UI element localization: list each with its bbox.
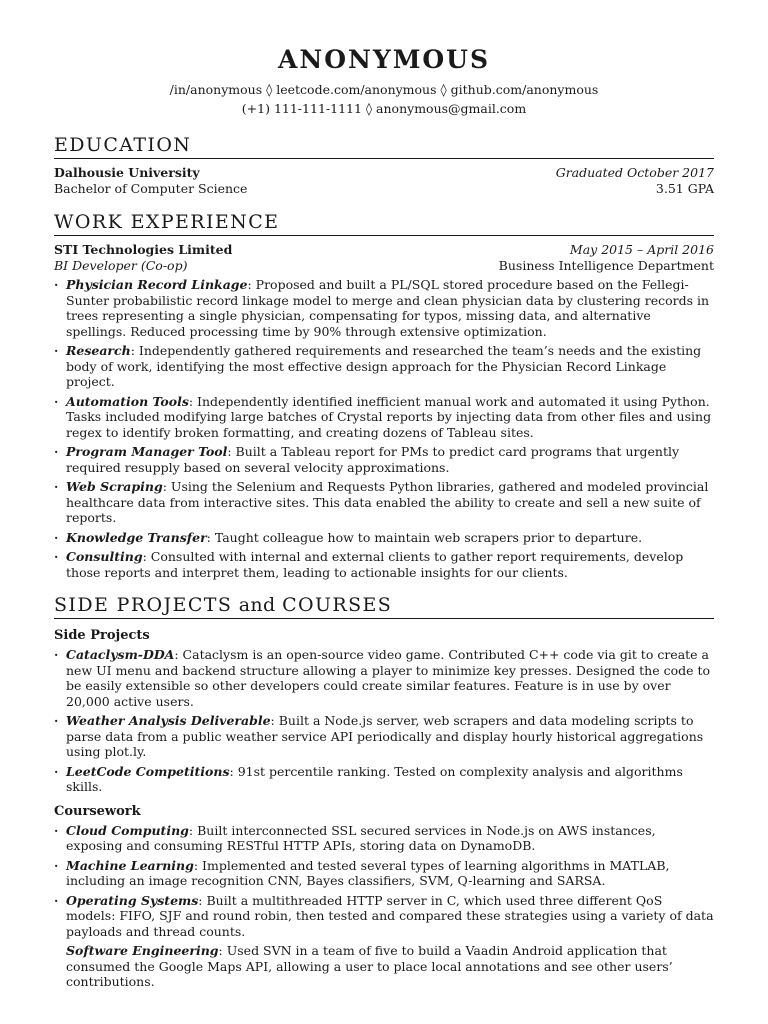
graduation-date: Graduated October 2017 bbox=[555, 165, 714, 180]
contact-line-phone-email: (+1) 111-111-1111 ◊ anonymous@gmail.com bbox=[241, 101, 527, 116]
list-item: · Machine Learning: Implemented and tested several types of learning algorithms in MATLAB, including an image recognition CNN, Bayes classifiers, SVM, Q-learning and SARSA. bbox=[54, 858, 714, 889]
degree: Bachelor of Computer Science bbox=[54, 181, 248, 196]
list-item: · Physician Record Linkage: Proposed and built a PL/SQL stored procedure based on the Fellegi-Sunter probabilistic record linkage model to merge and clean physician data by clustering records in trees representing a single physician, compensating for typos, missing data, and alternative spellings. Reduced processing time by 90% through extensive optimization. bbox=[54, 277, 714, 339]
work-entry bbox=[54, 242, 714, 580]
list-item: · Web Scraping: Using the Selenium and Requests Python libraries, gathered and modeled provincial healthcare data from interactive sites. This data enabled the ability to create and sell a new suite of reports. bbox=[54, 479, 714, 526]
side-project-bullets bbox=[54, 647, 714, 795]
education-heading: EDUCATION bbox=[54, 134, 714, 159]
gpa: 3.51 GPA bbox=[655, 181, 714, 196]
department: Business Intelligence Department bbox=[498, 258, 714, 273]
school-name: Dalhousie University bbox=[54, 165, 200, 180]
list-item: · Automation Tools: Independently identified inefficient manual work and automated it using Python. Tasks included modifying large batches of Crystal reports by injecting data from other files and using regex to identify broken formatting, and creating dozens of Tableau sites. bbox=[54, 394, 714, 441]
list-item: · Cataclysm-DDA: Cataclysm is an open-source video game. Contributed C++ code via git to create a new UI menu and backend structure allowing a player to minimize key presses. Designed the code to be easily extensible so other developers could create similar features. Feature is in use by over 20,000 active users. bbox=[54, 647, 714, 709]
list-item: · Operating Systems: Built a multithreaded HTTP server in C, which used three different QoS models: FIFO, SJF and round robin, then tested and compared these strategies using a variety of data payloads and thread counts. bbox=[54, 893, 714, 940]
list-item: · Consulting: Consulted with internal and external clients to gather report requirements, develop those reports and interpret them, leading to actionable insights for our clients. bbox=[54, 549, 714, 580]
list-item: · Weather Analysis Deliverable: Built a Node.js server, web scrapers and data modeling scripts to parse data from a public weather service API periodically and display hourly historical aggregations using plot.ly. bbox=[54, 713, 714, 760]
employment-dates: May 2015 – April 2016 bbox=[569, 242, 714, 257]
job-role: BI Developer (Co-op) bbox=[54, 258, 188, 273]
company-name: STI Technologies Limited bbox=[54, 242, 233, 257]
coursework-bullets bbox=[54, 823, 714, 990]
coursework-heading: Coursework bbox=[54, 803, 141, 819]
list-item: Software Engineering: Used SVN in a team of five to build a Vaadin Android application that consumed the Google Maps API, allowing a user to place local annotations and see other users’ contributions. bbox=[66, 943, 673, 989]
work-bullets bbox=[54, 277, 714, 580]
list-item: · Knowledge Transfer: Taught colleague how to maintain web scrapers prior to departure. bbox=[54, 530, 714, 546]
contact-line-links: /in/anonymous ◊ leetcode.com/anonymous ◊ github.com/anonymous bbox=[169, 82, 599, 97]
projects-courses-heading: SIDE PROJECTS and COURSES bbox=[54, 594, 714, 619]
list-item: · Research: Independently gathered requirements and researched the team’s needs and the existing body of work, identifying the most effective design approach for the Physician Record Linkage project. bbox=[54, 343, 714, 390]
side-projects-heading: Side Projects bbox=[54, 628, 150, 643]
list-item: · Cloud Computing: Built interconnected SSL secured services in Node.js on AWS instances, exposing and consuming RESTful HTTP APIs, storing data on DynamoDB. bbox=[54, 823, 714, 854]
list-item: · Program Manager Tool: Built a Tableau report for PMs to predict card programs that urgently required resupply based on several velocity approximations. bbox=[54, 444, 714, 475]
education-entry bbox=[54, 165, 714, 197]
work-experience-heading: WORK EXPERIENCE bbox=[54, 211, 714, 236]
candidate-name: ANONYMOUS bbox=[277, 45, 491, 74]
list-item: · LeetCode Competitions: 91st percentile ranking. Tested on complexity analysis and algorithms skills. bbox=[54, 764, 714, 795]
